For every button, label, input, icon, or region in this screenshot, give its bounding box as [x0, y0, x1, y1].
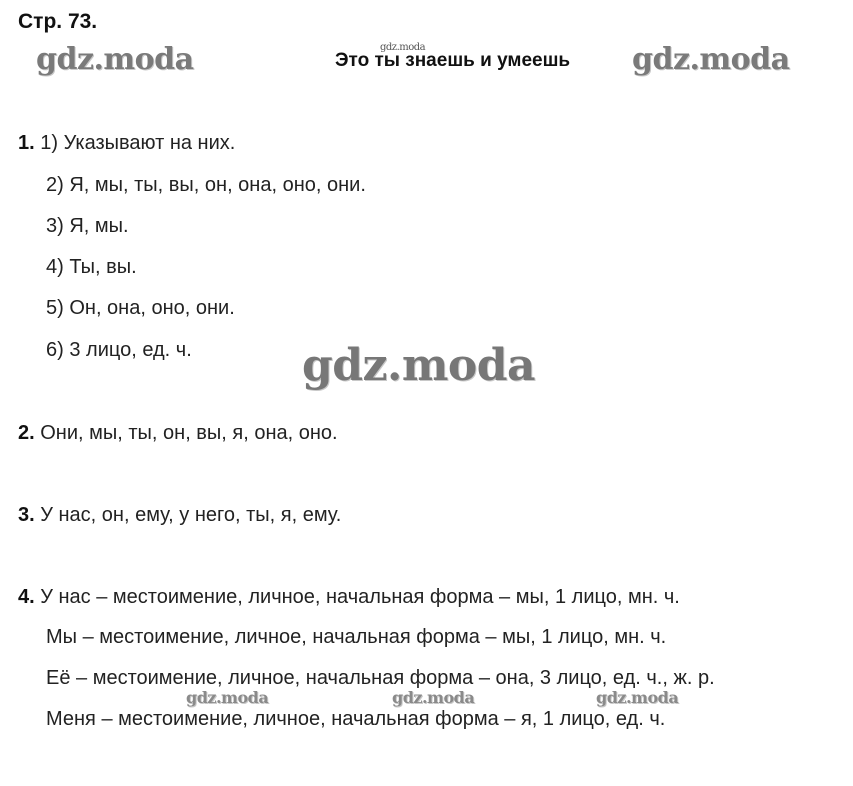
- watermark-logo: gdz.moda: [632, 42, 790, 77]
- task-1-line-4: 4) Ты, вы.: [46, 256, 137, 278]
- watermark-logo: gdz.moda: [186, 688, 269, 707]
- watermark-logo: gdz.moda: [380, 42, 426, 53]
- task-1-line-3: 3) Я, мы.: [46, 215, 129, 237]
- task-2-line-1: [18, 422, 338, 445]
- task-text: У нас – местоимение, личное, начальная форма – мы, 1 лицо, мн. ч.: [40, 586, 680, 608]
- task-text: Они, мы, ты, он, вы, я, она, оно.: [40, 422, 338, 444]
- task-text: У нас, он, ему, у него, ты, я, ему.: [40, 504, 342, 526]
- task-number: 1.: [18, 132, 35, 154]
- task-1-line-6: 6) 3 лицо, ед. ч.: [46, 339, 192, 361]
- task-4-line-3: Её – местоимение, личное, начальная форма – она, 3 лицо, ед. ч., ж. р.: [46, 667, 715, 689]
- page-label: Стр. 73.: [18, 10, 98, 33]
- watermark-logo: gdz.moda: [302, 340, 536, 391]
- task-text: 1) Указывают на них.: [40, 132, 236, 154]
- task-4-line-1: [18, 586, 680, 609]
- watermark-logo: gdz.moda: [596, 688, 679, 707]
- task-1-line-5: 5) Он, она, оно, они.: [46, 297, 235, 319]
- task-4-line-4: Меня – местоимение, личное, начальная форма – я, 1 лицо, ед. ч.: [46, 708, 666, 730]
- task-number: 2.: [18, 422, 35, 444]
- task-4-line-2: Мы – местоимение, личное, начальная форма – мы, 1 лицо, мн. ч.: [46, 626, 667, 648]
- task-number: 4.: [18, 586, 35, 608]
- section-title: Это ты знаешь и умеешь: [335, 50, 571, 71]
- watermark-logo: gdz.moda: [36, 42, 194, 77]
- task-1-line-2: 2) Я, мы, ты, вы, он, она, оно, они.: [46, 174, 366, 196]
- task-3-line-1: [18, 504, 341, 527]
- task-1-line-1: [18, 132, 235, 155]
- task-number: 3.: [18, 504, 35, 526]
- watermark-logo: gdz.moda: [392, 688, 475, 707]
